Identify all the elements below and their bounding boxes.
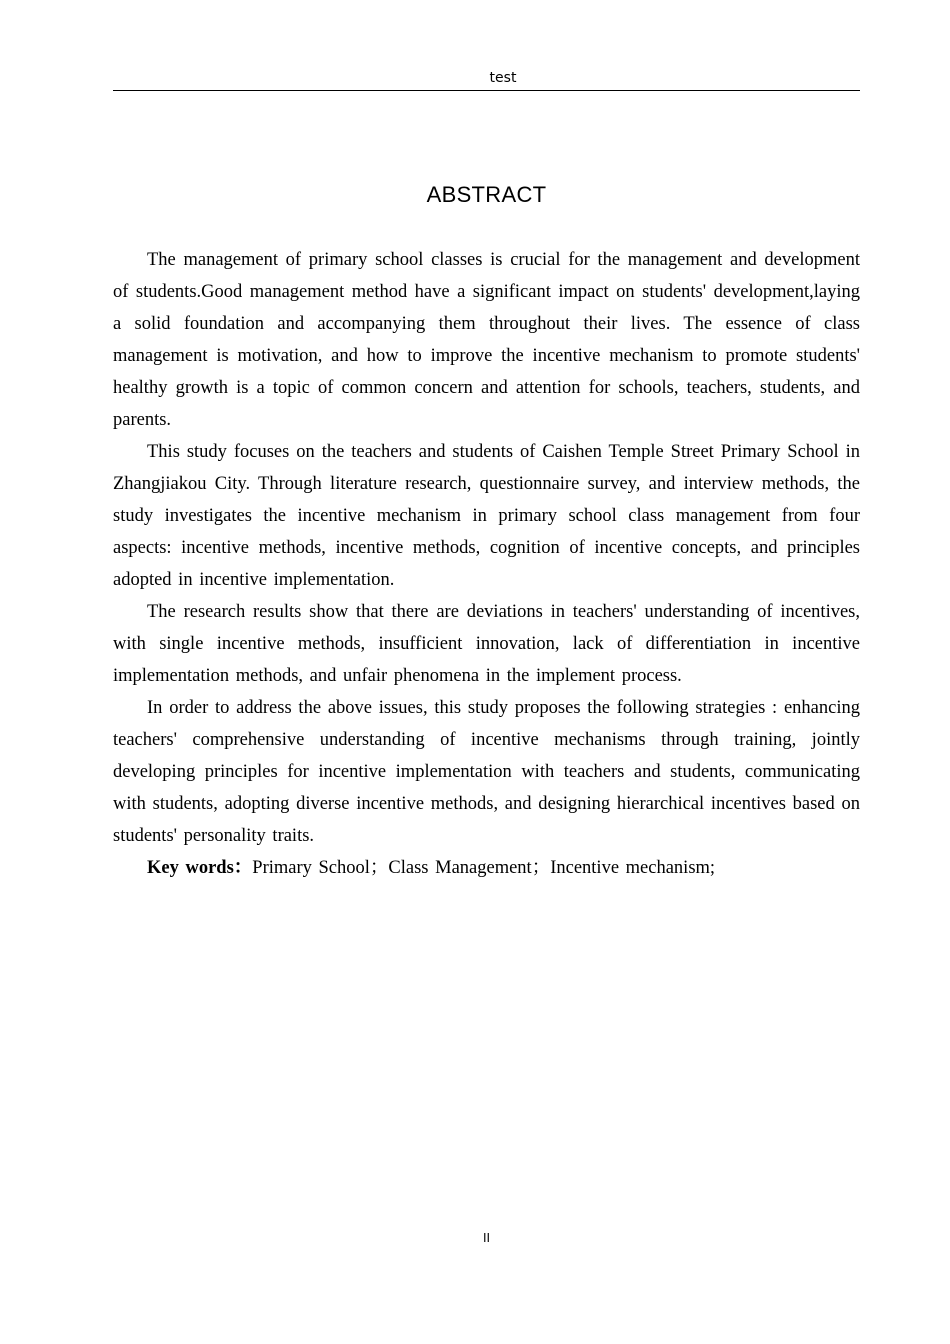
keywords-line bbox=[113, 852, 860, 884]
page-header bbox=[113, 68, 860, 91]
keywords-label: Key words： bbox=[147, 858, 253, 878]
abstract-paragraph-2: This study focuses on the teachers and students of Caishen Temple Street Primary School in Zhangjiakou City. Through literature research, questionnaire survey, and interview methods, the study investigates the incentive mechanism in primary school class management from four aspects: incentive methods, incentive methods, cognition of incentive concepts, and principles adopted in incentive implementation. bbox=[113, 442, 860, 590]
keywords-values: Primary School；Class Management；Incentive mechanism; bbox=[252, 858, 716, 878]
abstract-paragraph-1: The management of primary school classes is crucial for the management and development of students.Good management method have a significant impact on students' development,laying a solid foundation and accompanying them throughout their lives. The essence of class management is motivation, and how to improve the incentive mechanism to promote students' healthy growth is a topic of common concern and attention for schools, teachers, students, and parents. bbox=[113, 250, 860, 430]
abstract-paragraph-3: The research results show that there are deviations in teachers' understanding of incentives, with single incentive methods, insufficient innovation, lack of differentiation in incentive implementation methods, and unfair phenomena in the implement process. bbox=[113, 602, 860, 686]
abstract-body bbox=[113, 244, 860, 884]
abstract-paragraph-4: In order to address the above issues, this study proposes the following strategies : enhancing teachers' comprehensive understanding of incentive mechanisms through training, jointly developing principles for incentive implementation with teachers and students, communicating with students, adopting diverse incentive methods, and designing hierarchical incentives based on students' personality traits. bbox=[113, 698, 860, 846]
page-number: II bbox=[482, 1231, 491, 1245]
header-text: test bbox=[489, 70, 517, 86]
abstract-title: ABSTRACT bbox=[426, 182, 547, 207]
